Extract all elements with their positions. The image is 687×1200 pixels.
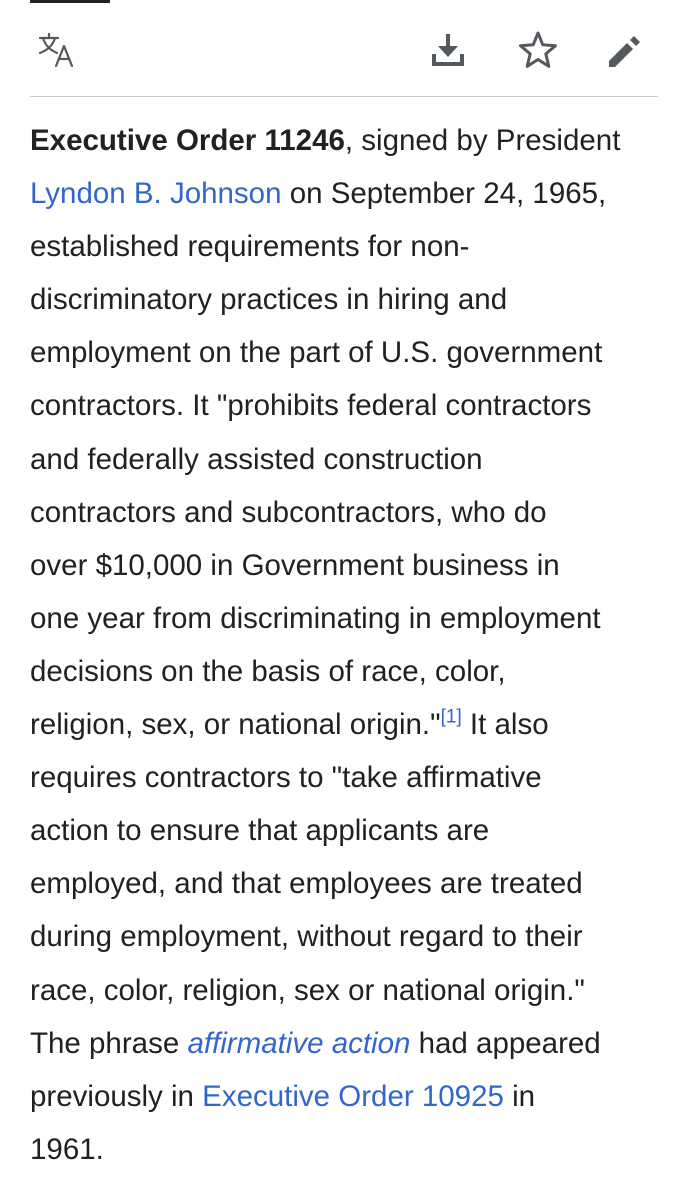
article-subject-bold: Executive Order 11246 <box>30 124 345 157</box>
text-line: during employment, without regard to their <box>30 920 583 954</box>
text-line: contractors and subcontractors, who do <box>30 495 547 529</box>
text-line: The phrase affirmative action had appeared <box>30 1026 601 1060</box>
text-line: religion, sex, or national origin."[1] It also <box>30 706 549 742</box>
language-icon[interactable] <box>36 30 80 74</box>
text-line: employment on the part of U.S. government <box>30 336 603 370</box>
edit-pencil-icon[interactable] <box>603 28 647 72</box>
link-lyndon-b-johnson[interactable]: Lyndon B. Johnson <box>30 177 282 211</box>
text-line: and federally assisted construction <box>30 442 483 476</box>
text-line: Lyndon B. Johnson on September 24, 1965, <box>30 177 607 211</box>
download-icon[interactable] <box>426 28 470 72</box>
text-line: 1961. <box>30 1132 104 1166</box>
text-line: Executive Order 11246, signed by President <box>30 124 621 157</box>
text-line: action to ensure that applicants are <box>30 814 490 848</box>
article-paragraph <box>30 114 670 1176</box>
text-line: requires contractors to "take affirmative <box>30 761 542 795</box>
text-line: decisions on the basis of race, color, <box>30 654 506 688</box>
link-executive-order-10925[interactable]: Executive Order 10925 <box>202 1079 504 1113</box>
text-line: one year from discriminating in employment <box>30 601 601 635</box>
star-icon[interactable] <box>516 28 560 72</box>
citation-link-1[interactable]: [1] <box>440 706 462 728</box>
text-line: established requirements for non- <box>30 230 470 264</box>
text-line: contractors. It "prohibits federal contractors <box>30 389 592 423</box>
top-divider-stub <box>30 0 110 3</box>
link-affirmative-action[interactable]: affirmative action <box>187 1026 411 1060</box>
text-line: discriminatory practices in hiring and <box>30 283 508 317</box>
text-line: previously in Executive Order 10925 in <box>30 1079 536 1113</box>
page-actions-toolbar <box>30 22 658 76</box>
text-line: race, color, religion, sex or national origin." <box>30 973 585 1007</box>
text-line: over $10,000 in Government business in <box>30 548 560 582</box>
header-divider <box>30 96 658 97</box>
text-line: employed, and that employees are treated <box>30 867 583 901</box>
